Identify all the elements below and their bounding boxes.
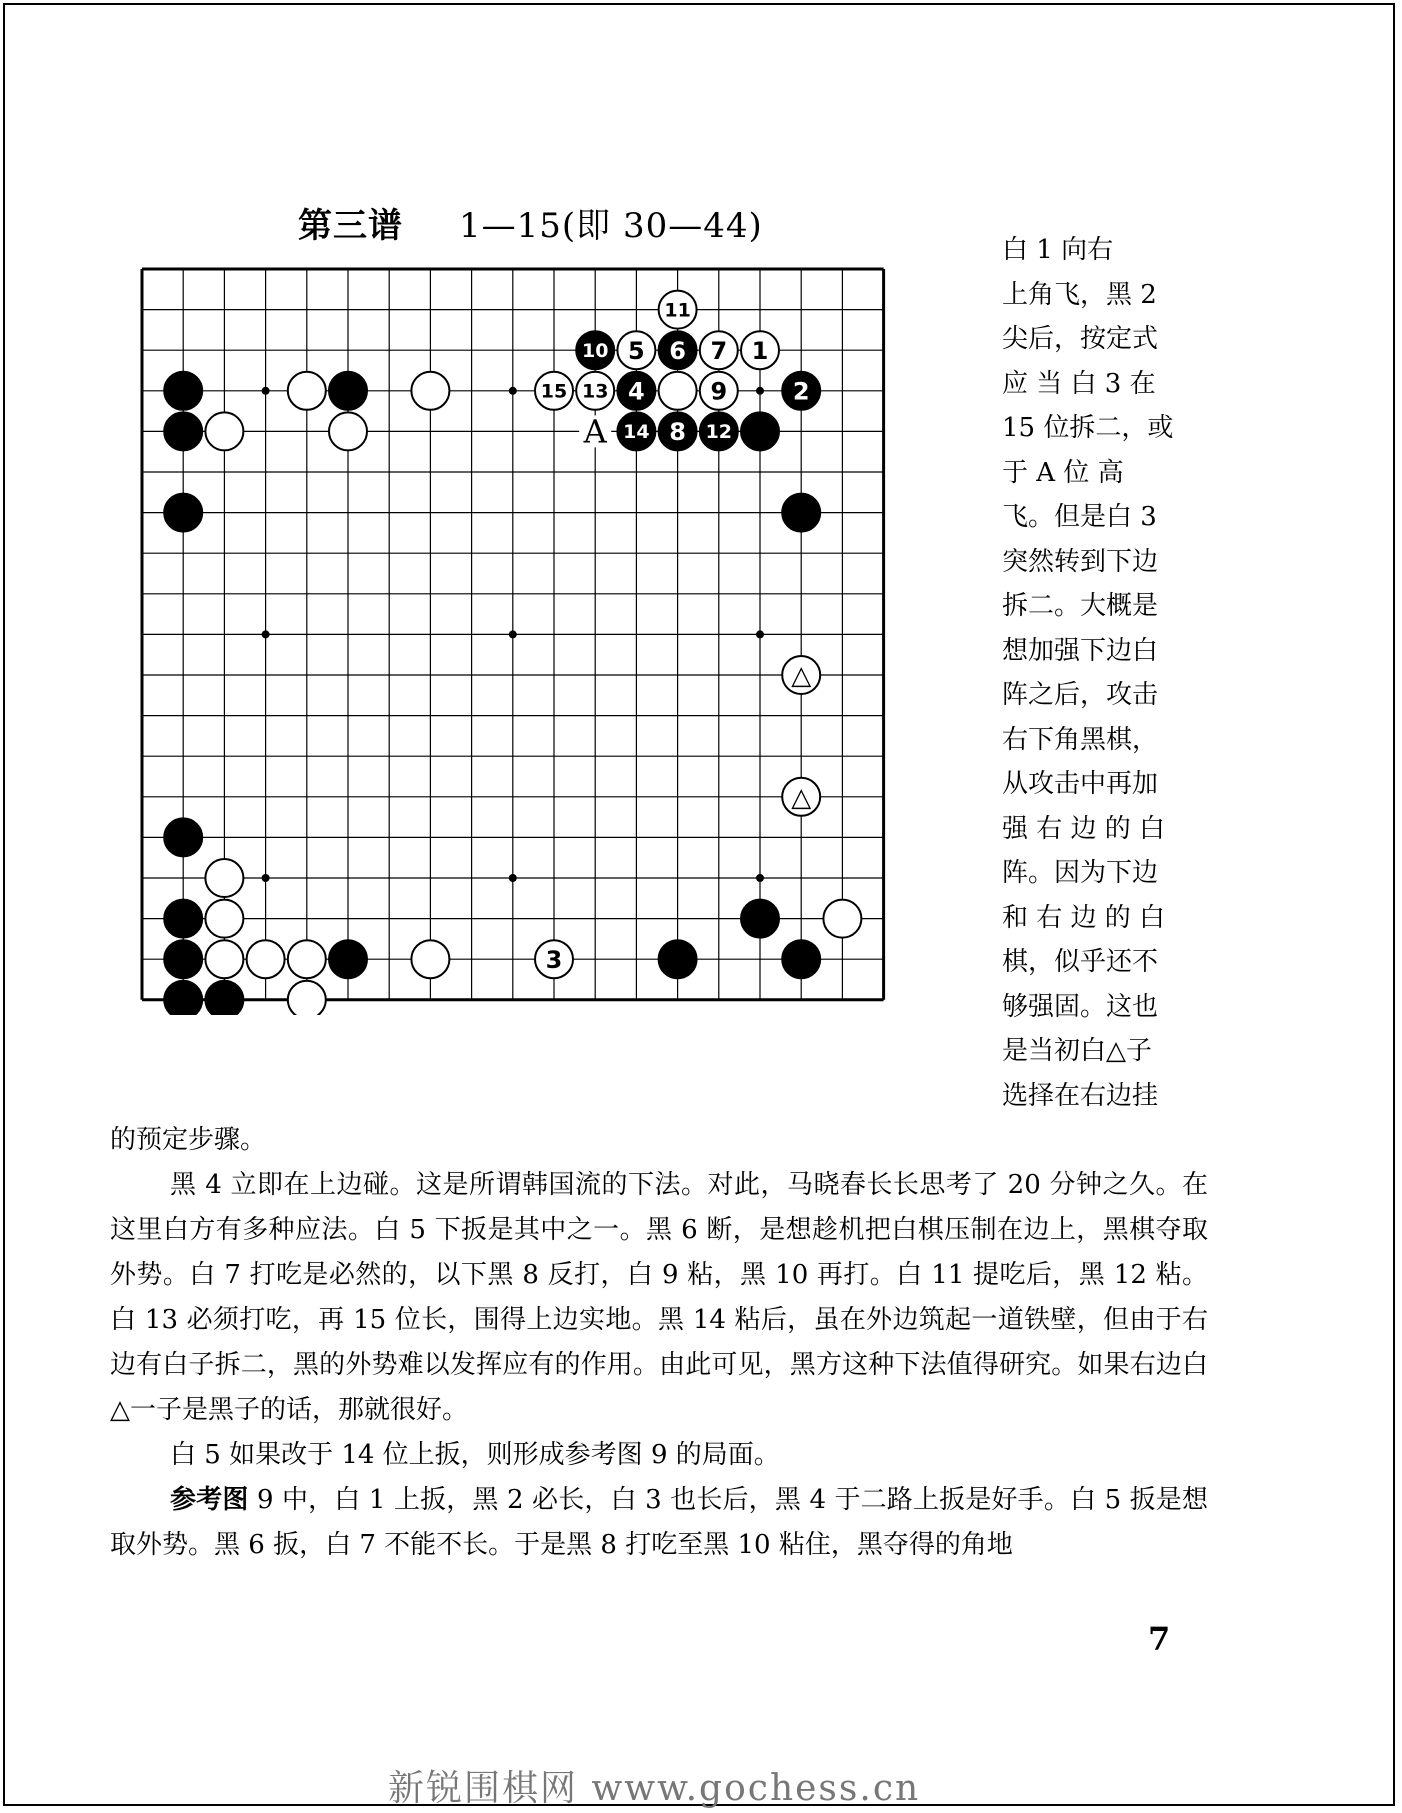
side-line: 想加强下边白	[1002, 635, 1159, 666]
point-label-a: A	[583, 412, 607, 451]
side-line: 是当初白△子	[1002, 1036, 1152, 1066]
side-line: 于 A 位 高	[1002, 457, 1124, 488]
side-line: 够强固。这也	[1002, 991, 1159, 1022]
black-stone	[164, 981, 202, 1015]
go-board-diagram	[130, 255, 975, 1015]
reference-diagram-label: 参考图	[170, 1485, 249, 1515]
black-stone	[329, 372, 367, 410]
diagram-title-moves: 1—15(即 30—44)	[459, 206, 763, 246]
side-commentary	[1002, 228, 1202, 1118]
black-stone	[164, 940, 202, 978]
white-stone	[288, 372, 326, 410]
page-number: 7	[1148, 1620, 1171, 1658]
black-stone	[741, 412, 779, 450]
side-line: 上角飞，黑 2	[1002, 279, 1157, 310]
side-line: 强 右 边 的 白	[1002, 813, 1166, 844]
black-stone	[329, 940, 367, 978]
white-stone	[205, 412, 243, 450]
site-watermark: 新锐围棋网 www.gochess.cn	[388, 1768, 921, 1809]
star-point	[756, 874, 764, 882]
side-line: 应 当 白 3 在	[1002, 368, 1156, 399]
stone-move-number: 4	[628, 377, 645, 406]
stone-move-number: 5	[628, 336, 645, 365]
board-grid	[142, 269, 884, 1000]
stone-move-number: 3	[545, 945, 563, 974]
side-line: 突然转到下边	[1002, 546, 1159, 577]
paragraph-1: 黑 4 立即在上边碰。这是所谓韩国流的下法。对此，马晓春长长思考了 20 分钟之久。在这里白方有多种应法。白 5 下扳是其中之一。黑 6 断，是想趁机把白棋压制在边上，黑棋夺取外势。白 7 打吃是必然的，以下黑 8 反打，白 9 粘，黑 10 再打。白 11 提吃后，黑 12 粘。白 13 必须打吃，再 15 位长，围得上边实地。黑 14 粘后，虽在外边筑起一道铁壁，但由于右边有白子拆二，黑的外势难以发挥应有的作用。由此可见，黑方这种下法值得研究。如果右边白△一子是黑子的话，那就很好。	[110, 1170, 1208, 1425]
diagram-title-main: 第三谱	[298, 206, 403, 246]
white-stone	[411, 940, 449, 978]
star-point	[509, 387, 517, 395]
stone-move-number: 6	[669, 336, 686, 365]
stone-move-number: 11	[664, 299, 691, 322]
white-stone	[205, 859, 243, 897]
stone-move-number: 8	[669, 418, 686, 447]
black-stone	[164, 494, 202, 532]
side-line: 和 右 边 的 白	[1002, 902, 1166, 933]
white-stone	[205, 900, 243, 938]
star-point	[756, 630, 764, 638]
side-line: 棋，似乎还不	[1002, 947, 1159, 977]
side-line: 白 1 向右	[1002, 235, 1114, 265]
side-line: 阵。因为下边	[1002, 858, 1159, 888]
black-stone	[782, 494, 820, 532]
black-stone	[164, 372, 202, 410]
side-line: 从攻击中再加	[1002, 769, 1159, 799]
white-stone	[823, 900, 861, 938]
side-line: 阵之后，攻击	[1002, 680, 1159, 710]
star-point	[509, 630, 517, 638]
stone-move-number: 9	[710, 377, 728, 406]
body-text	[110, 1118, 1208, 1568]
stone-move-number: 12	[705, 421, 733, 444]
side-line: 尖后，按定式	[1002, 324, 1159, 354]
white-stone	[411, 372, 449, 410]
white-stone	[288, 940, 326, 978]
side-line: 拆二。大概是	[1002, 591, 1159, 621]
paragraph-2: 白 5 如果改于 14 位上扳，则形成参考图 9 的局面。	[170, 1440, 780, 1470]
white-stone	[659, 372, 697, 410]
black-stone	[164, 900, 202, 938]
white-stone	[288, 981, 326, 1015]
black-stone	[659, 940, 697, 978]
stone-move-number: 13	[581, 380, 609, 403]
stone-move-number: 10	[581, 340, 609, 363]
stone-move-number: 14	[623, 421, 650, 444]
side-line: 15 位拆二，或	[1002, 413, 1174, 443]
side-line: 右下角黑棋，	[1002, 724, 1159, 755]
star-point	[262, 387, 270, 395]
star-point	[509, 874, 517, 882]
stone-move-number: 1	[751, 336, 769, 365]
white-stone	[247, 940, 285, 978]
triangle-mark: △	[791, 782, 812, 813]
star-point	[756, 387, 764, 395]
star-point	[262, 630, 270, 638]
star-point	[262, 874, 270, 882]
diagram-title	[298, 198, 763, 247]
stone-move-number: 2	[792, 377, 810, 406]
triangle-mark: △	[791, 661, 812, 691]
side-line: 飞。但是白 3	[1002, 502, 1157, 532]
paragraph-3-text: 9 中，白 1 上扳，黑 2 必长，白 3 也长后，黑 4 于二路上扳是好手。白 5 扳是想取外势。黑 6 扳，白 7 不能不长。于是黑 8 打吃至黑 10 粘住，黑夺得的角地	[110, 1485, 1208, 1560]
black-stone	[741, 900, 779, 938]
stone-move-number: 15	[540, 380, 568, 403]
black-stone	[782, 940, 820, 978]
black-stone	[164, 818, 202, 856]
paragraph-0: 的预定步骤。	[110, 1125, 267, 1155]
black-stone	[205, 981, 243, 1015]
paragraph-3	[110, 1478, 1208, 1568]
side-line: 选择在右边挂	[1002, 1080, 1159, 1111]
white-stone	[329, 412, 367, 450]
white-stone	[205, 940, 243, 978]
black-stone	[164, 412, 202, 450]
stone-move-number: 7	[710, 336, 728, 365]
